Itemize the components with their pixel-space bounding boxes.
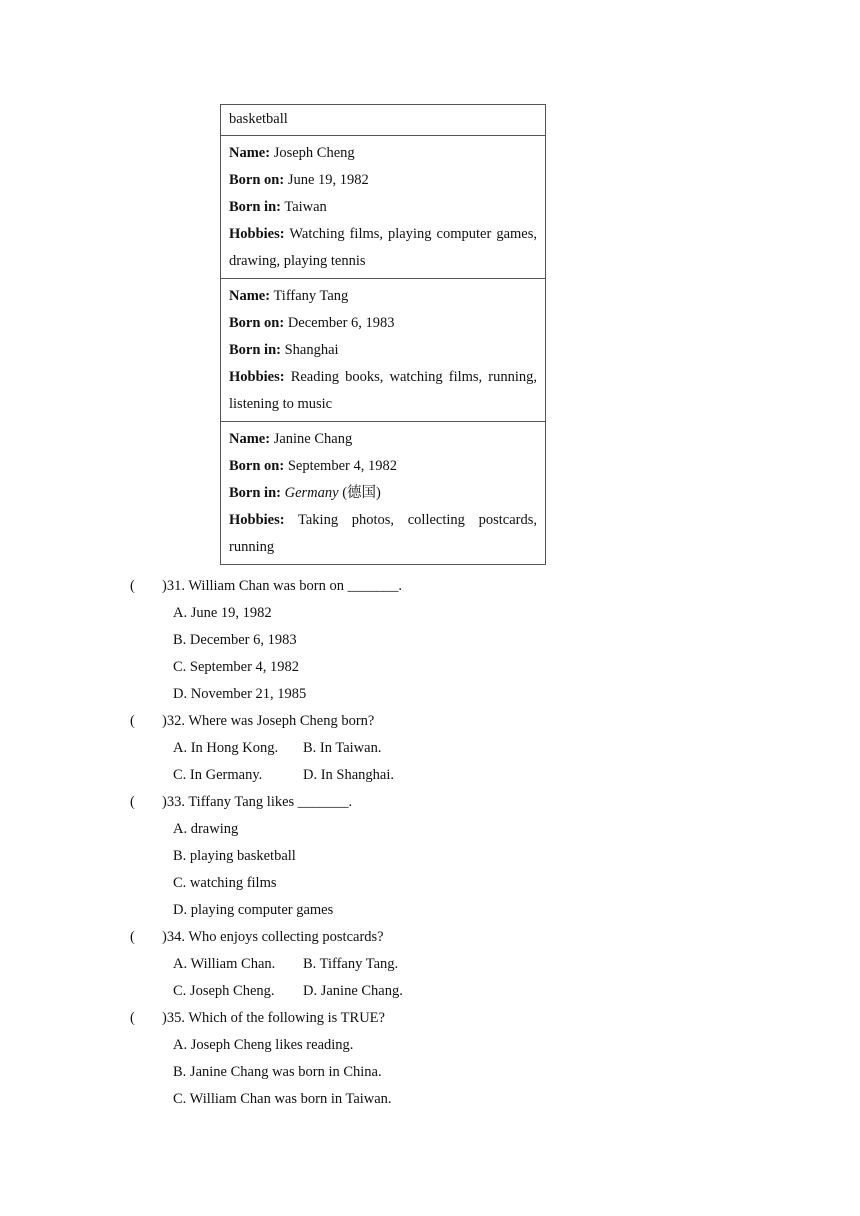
hobbies-value: Reading books, watching films, running, listening to music bbox=[229, 369, 538, 412]
option-line bbox=[130, 762, 730, 789]
option: A. In Hong Kong. bbox=[173, 740, 279, 756]
name-label: Name: bbox=[229, 288, 271, 304]
option-line bbox=[130, 1032, 730, 1059]
continued-hobby-text: basketball bbox=[229, 111, 288, 127]
option-line bbox=[130, 843, 730, 870]
option-line bbox=[130, 627, 730, 654]
option: C. In Germany. bbox=[173, 767, 263, 783]
option: D. playing computer games bbox=[173, 902, 334, 918]
question-32-stem bbox=[130, 708, 730, 735]
option-line bbox=[130, 816, 730, 843]
option: A. William Chan. bbox=[173, 956, 276, 972]
question-text: )33. Tiffany Tang likes _______. bbox=[162, 794, 353, 810]
profile-cell-joseph-cheng bbox=[221, 136, 546, 279]
born-on-line bbox=[229, 167, 537, 194]
table-row bbox=[221, 136, 546, 279]
answer-blank-open: ( bbox=[130, 713, 135, 729]
questions-section bbox=[130, 573, 730, 1113]
hobbies-value: Watching films, playing computer games, drawing, playing tennis bbox=[229, 226, 537, 269]
option: C. Joseph Cheng. bbox=[173, 983, 275, 999]
option-line bbox=[130, 654, 730, 681]
name-line bbox=[229, 283, 537, 310]
born-in-line bbox=[229, 480, 537, 507]
answer-blank-open: ( bbox=[130, 578, 135, 594]
option: A. Joseph Cheng likes reading. bbox=[173, 1037, 354, 1053]
born-in-label: Born in: bbox=[229, 199, 281, 215]
born-on-line bbox=[229, 453, 537, 480]
born-on-label: Born on: bbox=[229, 172, 285, 188]
table-cell-continuation bbox=[221, 105, 546, 136]
option: C. watching films bbox=[173, 875, 277, 891]
table-row bbox=[221, 279, 546, 422]
table-row bbox=[221, 105, 546, 136]
born-in-line bbox=[229, 194, 537, 221]
profile-cell-janine-chang bbox=[221, 422, 546, 565]
hobbies-line bbox=[229, 364, 537, 418]
option: C. William Chan was born in Taiwan. bbox=[173, 1091, 392, 1107]
born-on-value: June 19, 1982 bbox=[287, 172, 369, 188]
name-label: Name: bbox=[229, 431, 271, 447]
option: D. Janine Chang. bbox=[303, 983, 403, 999]
answer-blank-open: ( bbox=[130, 1010, 135, 1026]
hobbies-label: Hobbies: bbox=[229, 512, 285, 528]
question-31-stem bbox=[130, 573, 730, 600]
born-in-value: Taiwan bbox=[284, 199, 327, 215]
name-value: Janine Chang bbox=[273, 431, 353, 447]
name-value: Joseph Cheng bbox=[273, 145, 355, 161]
option: B. Tiffany Tang. bbox=[303, 956, 399, 972]
profile-cell-tiffany-tang bbox=[221, 279, 546, 422]
question-text: )35. Which of the following is TRUE? bbox=[162, 1010, 385, 1026]
hobbies-line bbox=[229, 507, 537, 561]
question-text: )31. William Chan was born on _______. bbox=[162, 578, 402, 594]
name-label: Name: bbox=[229, 145, 271, 161]
table-row bbox=[221, 422, 546, 565]
born-on-value: December 6, 1983 bbox=[287, 315, 395, 331]
question-text: )34. Who enjoys collecting postcards? bbox=[162, 929, 384, 945]
name-line bbox=[229, 426, 537, 453]
hobbies-line bbox=[229, 221, 537, 275]
name-line bbox=[229, 140, 537, 167]
hobbies-value: Taking photos, collecting postcards, running bbox=[229, 512, 537, 555]
born-on-line bbox=[229, 310, 537, 337]
option-line bbox=[130, 735, 730, 762]
option-line bbox=[130, 870, 730, 897]
option: B. December 6, 1983 bbox=[173, 632, 297, 648]
born-on-label: Born on: bbox=[229, 315, 285, 331]
option-line bbox=[130, 951, 730, 978]
option: D. In Shanghai. bbox=[303, 767, 395, 783]
option-line bbox=[130, 681, 730, 708]
profile-table bbox=[220, 104, 546, 565]
option: B. playing basketball bbox=[173, 848, 296, 864]
answer-blank-open: ( bbox=[130, 929, 135, 945]
option-line bbox=[130, 1086, 730, 1113]
question-text: )32. Where was Joseph Cheng born? bbox=[162, 713, 375, 729]
born-in-value: Shanghai bbox=[284, 342, 339, 358]
option: B. In Taiwan. bbox=[303, 740, 382, 756]
option-line bbox=[130, 600, 730, 627]
option-line bbox=[130, 897, 730, 924]
option: A. drawing bbox=[173, 821, 239, 837]
question-33-stem bbox=[130, 789, 730, 816]
option: C. September 4, 1982 bbox=[173, 659, 300, 675]
born-on-label: Born on: bbox=[229, 458, 285, 474]
question-34-stem bbox=[130, 924, 730, 951]
born-on-value: September 4, 1982 bbox=[287, 458, 397, 474]
born-in-translation: (德国) bbox=[338, 485, 381, 501]
hobbies-label: Hobbies: bbox=[229, 369, 285, 385]
born-in-value: Germany bbox=[284, 485, 339, 501]
option: D. November 21, 1985 bbox=[173, 686, 307, 702]
born-in-label: Born in: bbox=[229, 485, 281, 501]
option-line bbox=[130, 1059, 730, 1086]
hobbies-label: Hobbies: bbox=[229, 226, 285, 242]
option: A. June 19, 1982 bbox=[173, 605, 272, 621]
name-value: Tiffany Tang bbox=[273, 288, 349, 304]
option: B. Janine Chang was born in China. bbox=[173, 1064, 382, 1080]
born-in-label: Born in: bbox=[229, 342, 281, 358]
answer-blank-open: ( bbox=[130, 794, 135, 810]
option-line bbox=[130, 978, 730, 1005]
born-in-line bbox=[229, 337, 537, 364]
question-35-stem bbox=[130, 1005, 730, 1032]
